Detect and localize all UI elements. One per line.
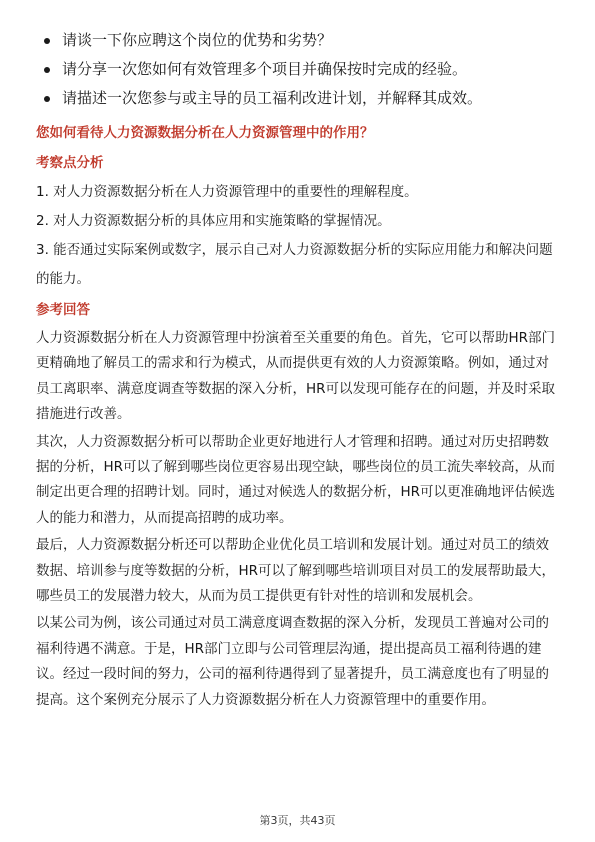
bullet-dot-icon: [44, 38, 50, 44]
question-bullet-list: [40, 26, 560, 113]
answer-paragraph: 最后，人力资源数据分析还可以帮助企业优化员工培训和发展计划。通过对员工的绩效数据、培训参与度等数据的分析，HR可以了解到哪些培训项目对员工的发展帮助最大，哪些员工的发展潜力较大，从而为员工提供更有针对性的培训和发展机会。: [36, 537, 556, 605]
assessment-point: 3. 能否通过实际案例或数字，展示自己对人力资源数据分析的实际应用能力和解决问题的能力。: [36, 242, 553, 287]
assessment-points: [36, 178, 561, 294]
question-heading: 您如何看待人力资源数据分析在人力资源管理中的作用？: [36, 125, 374, 141]
assessment-point: 2. 对人力资源数据分析的具体应用和实施策略的掌握情况。: [36, 213, 391, 229]
bullet-dot-icon: [44, 67, 50, 73]
assessment-title: 考察点分析: [36, 155, 104, 171]
bullet-item: [40, 26, 560, 55]
answer-paragraph: 以某公司为例，该公司通过对员工满意度调查数据的深入分析，发现员工普遍对公司的福利待遇不满意。于是，HR部门立即与公司管理层沟通，提出提高员工福利待遇的建议。经过一段时间的努力，公司的福利待遇得到了显著提升，员工满意度也有了明显的提高。这个案例充分展示了人力资源数据分析在人力资源管理中的重要作用。: [36, 615, 549, 708]
reference-title: 参考回答: [36, 302, 90, 318]
assessment-point: 1. 对人力资源数据分析在人力资源管理中的重要性的理解程度。: [36, 184, 418, 200]
bullet-text: 请谈一下你应聘这个岗位的优势和劣势？: [62, 31, 333, 49]
bullet-dot-icon: [44, 96, 50, 102]
bullet-item: [40, 55, 560, 84]
reference-answer: [36, 326, 561, 715]
bullet-text: 请分享一次您如何有效管理多个项目并确保按时完成的经验。: [62, 60, 468, 78]
answer-paragraph: 人力资源数据分析在人力资源管理中扮演着至关重要的角色。首先，它可以帮助HR部门更精确地了解员工的需求和行为模式，从而提供更有效的人力资源策略。例如，通过对员工离职率、满意度调查等数据的深入分析，HR可以发现可能存在的问题，并及时采取措施进行改善。: [36, 330, 556, 423]
answer-paragraph: 其次，人力资源数据分析可以帮助企业更好地进行人才管理和招聘。通过对历史招聘数据的分析，HR可以了解到哪些岗位更容易出现空缺，哪些岗位的员工流失率较高，从而制定出更合理的招聘计划。同时，通过对候选人的数据分析，HR可以更准确地评估候选人的能力和潜力，从而提高招聘的成功率。: [36, 433, 556, 526]
bullet-item: [40, 84, 560, 113]
page-number: 第3页，共43页: [259, 814, 336, 827]
bullet-text: 请描述一次您参与或主导的员工福利改进计划，并解释其成效。: [62, 89, 483, 107]
